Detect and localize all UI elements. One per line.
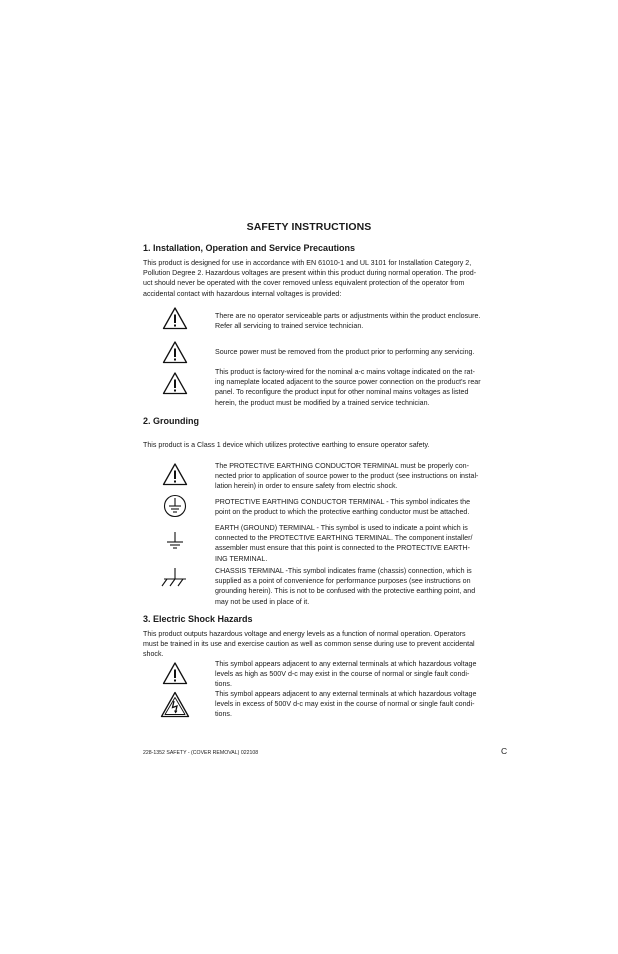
intro-line: accidental contact with hazardous internal voltages is provided: <box>143 289 342 298</box>
note-line: supplied as a point of convenience for performance purposes (see instructions on <box>215 577 471 586</box>
section-intro-grounding <box>143 440 508 450</box>
section-heading-grounding: 2. Grounding <box>143 416 199 426</box>
note-line: levels as high as 500V d-c may exist in the course of normal or single fault condi- <box>215 670 470 679</box>
intro-line: uct should never be operated with the cover removed unless equivalent protection of the operator from <box>143 279 465 288</box>
section-intro-shock <box>143 629 508 660</box>
note-line: tions. <box>215 710 232 719</box>
document-footer-id: 228-1352 SAFETY - (COVER REMOVAL) 022108 <box>143 750 259 756</box>
intro-line: must be trained in its use and exercise caution as well as common sense during use to prevent accidental <box>143 640 475 649</box>
note-line: PROTECTIVE EARTHING CONDUCTOR TERMINAL - This symbol indicates the <box>215 498 471 506</box>
note-line: This product is factory-wired for the nominal a-c mains voltage indicated on the rat- <box>215 368 475 376</box>
note-line: This symbol appears adjacent to any external terminals at which hazardous voltage <box>215 690 477 698</box>
note-line: CHASSIS TERMINAL -This symbol indicates frame (chassis) connection, which is <box>215 567 472 575</box>
warning-triangle-icon <box>162 306 188 330</box>
section-heading-installation: 1. Installation, Operation and Service Precautions <box>143 243 356 253</box>
note-line: lation herein) in order to ensure safety from electric shock. <box>215 482 398 491</box>
note-line: assembler must ensure that this point is connected to the PROTECTIVE EARTH- <box>215 544 470 553</box>
page-title: SAFETY INSTRUCTIONS <box>246 221 372 233</box>
intro-line: This product outputs hazardous voltage and energy levels as a function of normal operation. Operators <box>143 630 466 638</box>
note-line: The PROTECTIVE EARTHING CONDUCTOR TERMINAL must be properly con- <box>215 462 469 470</box>
section-intro-installation <box>143 258 508 299</box>
note-line: EARTH (GROUND) TERMINAL - This symbol is used to indicate a point which is <box>215 524 468 532</box>
note-line: grounding herein). This is not to be confused with the protective earthing point, and <box>215 587 476 596</box>
high-voltage-triangle-icon <box>160 691 190 718</box>
hazard-note <box>215 311 510 331</box>
warning-triangle-icon <box>162 661 188 685</box>
protective-earth-icon <box>162 494 188 518</box>
warning-triangle-icon <box>162 462 188 486</box>
hazard-note <box>215 689 510 720</box>
hazard-note <box>215 367 510 408</box>
earth-ground-icon <box>162 530 188 552</box>
note-line: herein, the product must be modified by a trained service technician. <box>215 398 430 407</box>
note-line: This symbol appears adjacent to any external terminals at which hazardous voltage <box>215 660 477 668</box>
note-line: ING TERMINAL. <box>215 554 268 563</box>
hazard-note <box>215 347 510 357</box>
hazard-note <box>215 566 510 607</box>
note-line: connected to the PROTECTIVE EARTHING TERMINAL. The component installer/ <box>215 534 473 543</box>
page-letter: C <box>501 746 508 756</box>
note-line: nected prior to application of source power to the product (see instructions on instal- <box>215 472 479 481</box>
note-line: There are no operator serviceable parts or adjustments within the product enclosure. <box>215 312 481 320</box>
intro-line: Pollution Degree 2. Hazardous voltages are present within this product during normal operation. The prod- <box>143 269 477 278</box>
warning-triangle-icon <box>162 340 188 364</box>
hazard-note <box>215 523 510 564</box>
intro-line: This product is a Class 1 device which utilizes protective earthing to ensure operator safety. <box>143 441 430 449</box>
note-line: levels in excess of 500V d-c may exist in the course of normal or single fault condi- <box>215 700 475 709</box>
warning-triangle-icon <box>162 371 188 395</box>
hazard-note <box>215 497 510 517</box>
hazard-note <box>215 461 510 492</box>
hazard-note <box>215 659 510 690</box>
note-line: may not be used in place of it. <box>215 597 310 606</box>
note-line: Refer all servicing to trained service technician. <box>215 322 364 331</box>
intro-line: This product is designed for use in accordance with EN 61010-1 and UL 3101 for Installation Category 2, <box>143 259 472 267</box>
intro-line: shock. <box>143 650 164 659</box>
note-line: Source power must be removed from the product prior to performing any servicing. <box>215 348 475 356</box>
note-line: tions. <box>215 680 232 689</box>
note-line: point on the product to which the protective earthing conductor must be attached. <box>215 508 470 517</box>
note-line: panel. To reconfigure the product input for other nominal mains voltages as listed <box>215 388 469 397</box>
chassis-terminal-icon <box>158 566 190 592</box>
section-heading-shock: 3. Electric Shock Hazards <box>143 614 253 624</box>
note-line: ing nameplate located adjacent to the source power connection on the product's rear <box>215 378 481 387</box>
